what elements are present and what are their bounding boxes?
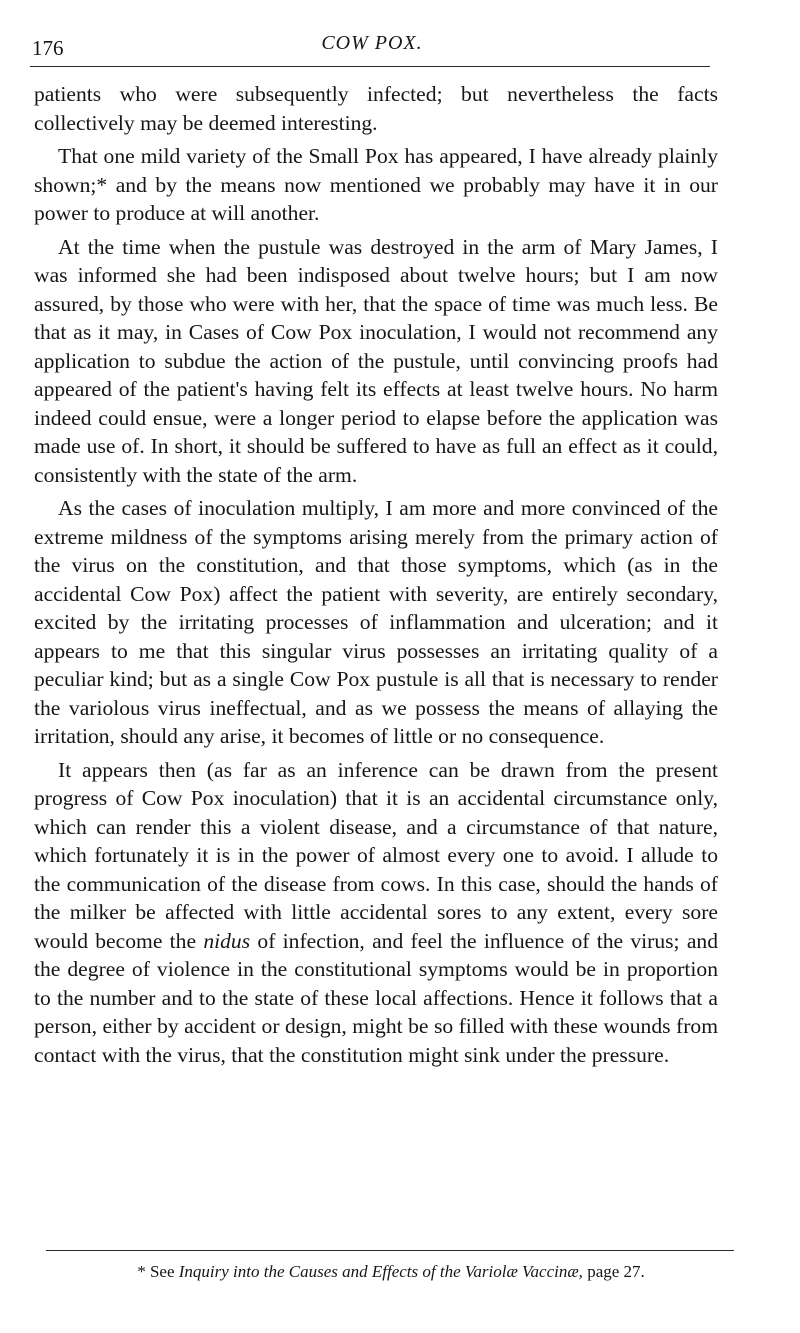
running-title: COW POX. xyxy=(321,32,423,54)
paragraph-4: As the cases of inoculation multiply, I am more and more convinced of the extreme mildness of the symptoms arising merely from the primary action of the virus on the constitution, and that those symptoms, which (as in the accidental Cow Pox) affect the patient with severity, are entirely secondary, excited by the irritating processes of inflammation and ulceration; and it appears to me that this singular virus possesses an irritating quality of a peculiar kind; but as a single Cow Pox pustule is all that is necessary to render the variolous virus ineffectual, and as we possess the means of allaying the irritation, should any arise, it becomes of little or no consequence. xyxy=(34,496,718,748)
paragraph-5-start: It appears then (as far as an inference can be drawn from the present progress of Cow Pox inoculation) that it is an accidental circumstance only, which can render this a violent disease, and a circumstance of that nature, which fortunately it is in the power of almost every one to avoid. I allude to the communication of the disease from cows. In this case, should the hands of the milker be affected with little accidental sores to any extent, every sore would become the xyxy=(34,757,718,953)
footnote-prefix: * See xyxy=(137,1262,175,1281)
footnote-title: Inquiry into the Causes and Effects of the Variolæ Vaccinæ, xyxy=(178,1262,583,1281)
paragraph-2: That one mild variety of the Small Pox has appeared, I have already plainly shown;* and by the means now mentioned we probably may have it in our power to produce at will another. xyxy=(34,144,718,225)
page-number: 176 xyxy=(32,36,64,60)
body-text xyxy=(34,80,718,1074)
footnote xyxy=(46,1262,736,1282)
header-rule xyxy=(30,66,710,67)
footnote-rule xyxy=(46,1250,734,1251)
nidus-term: nidus xyxy=(203,928,251,953)
footnote-suffix: page 27. xyxy=(587,1262,645,1281)
paragraph-1: patients who were subsequently infected; but nevertheless the facts collectively may be deemed interesting. xyxy=(34,82,718,135)
paragraph-3: At the time when the pustule was destroyed in the arm of Mary James, I was informed she had been indisposed about twelve hours; but I am now assured, by those who were with her, that the space of time was much less. Be that as it may, in Cases of Cow Pox inoculation, I would not recommend any application to subdue the action of the pustule, until convincing proofs had appeared of the patient's having felt its effects at least twelve hours. No harm indeed could ensue, were a longer period to elapse before the application was made use of. In short, it should be suffered to have as full an effect as it could, consistently with the state of the arm. xyxy=(34,234,718,487)
page-header xyxy=(32,30,712,64)
paragraph-5 xyxy=(34,756,718,1070)
paragraph-5-end: of infection, and feel the influence of the virus; and the degree of violence in the constitutional symptoms would be in proportion to the number and to the state of these local affections. Hence it follows that a person, either by accident or design, might be so filled with these wounds from contact with the virus, that the constitution might sink under the pressure. xyxy=(34,928,718,1067)
